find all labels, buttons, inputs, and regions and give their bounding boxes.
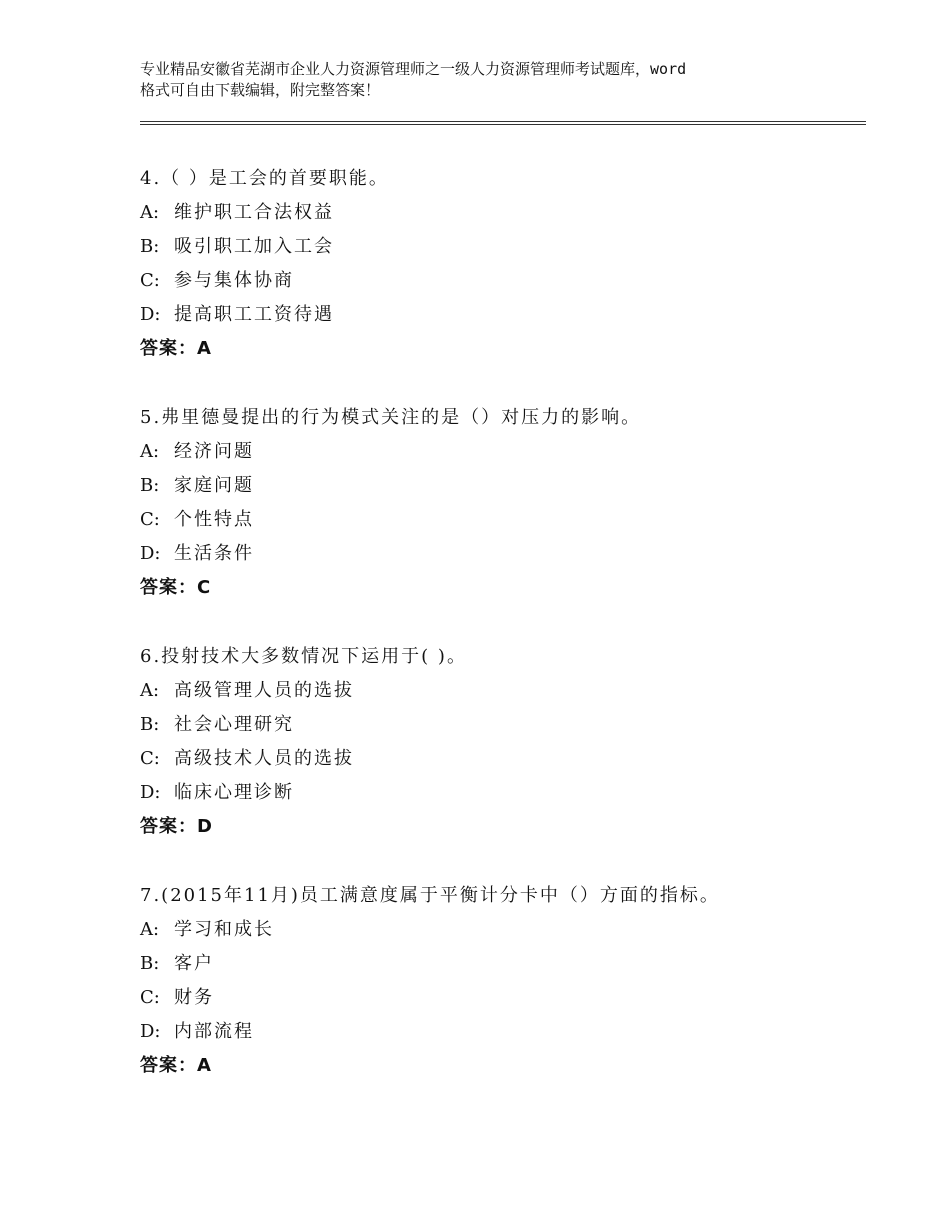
option-d bbox=[140, 776, 866, 810]
option-a bbox=[140, 435, 866, 469]
header-divider-top bbox=[140, 121, 866, 122]
option-text: 参与集体协商 bbox=[174, 270, 294, 291]
question-text: 7.(2015年11月)员工满意度属于平衡计分卡中（）方面的指标。 bbox=[140, 885, 720, 906]
option-a bbox=[140, 913, 866, 947]
option-prefix: A: bbox=[140, 919, 160, 940]
answer-line: 答案：A bbox=[140, 338, 212, 359]
question-text: 6.投射技术大多数情况下运用于( )。 bbox=[140, 646, 467, 667]
option-text: 高级技术人员的选拔 bbox=[174, 748, 354, 769]
header-divider-bottom bbox=[140, 124, 866, 125]
option-prefix: D: bbox=[140, 1021, 161, 1042]
option-prefix: C: bbox=[140, 270, 160, 291]
option-b bbox=[140, 230, 866, 264]
option-prefix: B: bbox=[140, 236, 160, 257]
option-text: 经济问题 bbox=[174, 441, 254, 462]
option-prefix: B: bbox=[140, 714, 160, 735]
option-d bbox=[140, 298, 866, 332]
option-prefix: B: bbox=[140, 475, 160, 496]
answer-line: 答案：A bbox=[140, 1055, 212, 1076]
option-c bbox=[140, 264, 866, 298]
option-a bbox=[140, 196, 866, 230]
option-text: 生活条件 bbox=[174, 543, 254, 564]
option-text: 客户 bbox=[174, 953, 214, 974]
option-b bbox=[140, 708, 866, 742]
option-text: 财务 bbox=[174, 987, 214, 1008]
option-text: 高级管理人员的选拔 bbox=[174, 680, 354, 701]
option-prefix: C: bbox=[140, 509, 160, 530]
question-text: 5.弗里德曼提出的行为模式关注的是（）对压力的影响。 bbox=[140, 407, 642, 428]
answer-line: 答案：C bbox=[140, 577, 212, 598]
option-text: 维护职工合法权益 bbox=[174, 202, 334, 223]
option-prefix: A: bbox=[140, 441, 160, 462]
option-c bbox=[140, 503, 866, 537]
option-prefix: B: bbox=[140, 953, 160, 974]
option-prefix: A: bbox=[140, 680, 160, 701]
option-prefix: D: bbox=[140, 782, 161, 803]
question-block bbox=[140, 640, 866, 844]
option-a bbox=[140, 674, 866, 708]
answer-line: 答案：D bbox=[140, 816, 213, 837]
option-prefix: D: bbox=[140, 304, 161, 325]
question-block bbox=[140, 162, 866, 366]
option-text: 内部流程 bbox=[174, 1021, 254, 1042]
header-title-line-2: 格式可自由下载编辑，附完整答案！ bbox=[140, 81, 381, 99]
option-text: 临床心理诊断 bbox=[174, 782, 294, 803]
header-title-line-1: 专业精品安徽省芜湖市企业人力资源管理师之一级人力资源管理师考试题库，word bbox=[140, 60, 687, 78]
option-b bbox=[140, 947, 866, 981]
option-prefix: D: bbox=[140, 543, 161, 564]
option-prefix: C: bbox=[140, 987, 160, 1008]
option-b bbox=[140, 469, 866, 503]
question-text: 4.（ ）是工会的首要职能。 bbox=[140, 168, 389, 189]
option-prefix: C: bbox=[140, 748, 160, 769]
question-block bbox=[140, 401, 866, 605]
option-text: 社会心理研究 bbox=[174, 714, 294, 735]
option-text: 吸引职工加入工会 bbox=[174, 236, 334, 257]
option-text: 提高职工工资待遇 bbox=[174, 304, 334, 325]
option-c bbox=[140, 742, 866, 776]
question-block bbox=[140, 879, 866, 1083]
option-d bbox=[140, 537, 866, 571]
option-c bbox=[140, 981, 866, 1015]
option-text: 学习和成长 bbox=[174, 919, 274, 940]
option-text: 家庭问题 bbox=[174, 475, 254, 496]
option-d bbox=[140, 1015, 866, 1049]
option-prefix: A: bbox=[140, 202, 160, 223]
option-text: 个性特点 bbox=[174, 509, 254, 530]
